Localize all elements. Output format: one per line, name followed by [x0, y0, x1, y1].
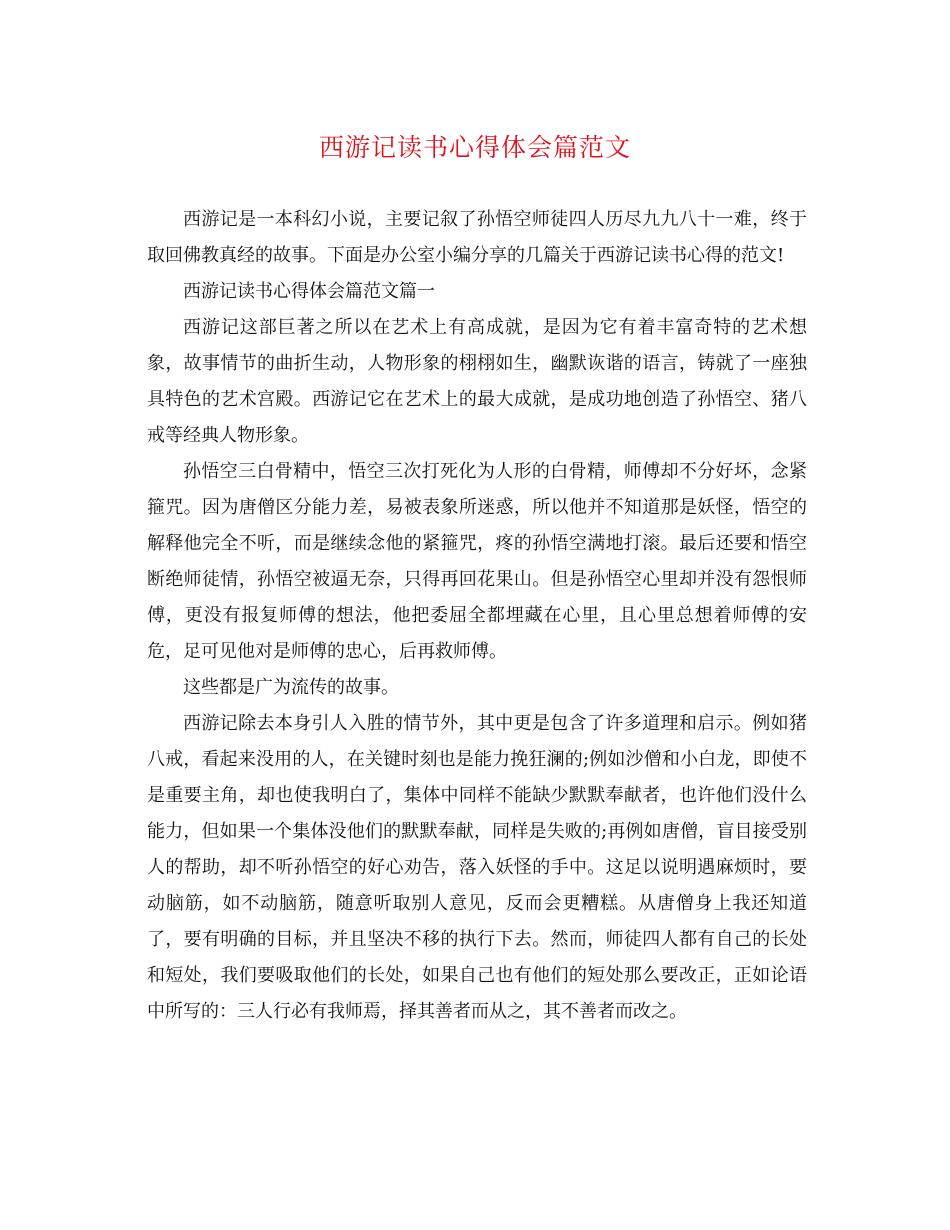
section-heading: 西游记读书心得体会篇范文篇一 — [183, 281, 435, 302]
paragraph: 西游记这部巨著之所以在艺术上有高成就，是因为它有着丰富奇特的艺术想象，故事情节的曲折生动，人物形象的栩栩如生，幽默诙谐的语言，铸就了一座独具特色的艺术宫殿。西游记它在艺术上的最大成就，是成功地创造了孙悟空、猪八戒等经典人物形象。 — [147, 317, 807, 446]
paragraph: 这些都是广为流传的故事。 — [183, 677, 399, 698]
paragraph: 西游记除去本身引人入胜的情节外，其中更是包含了许多道理和启示。例如猪八戒，看起来没用的人，在关键时刻也是能力挽狂澜的;例如沙僧和小白龙，即使不是重要主角，却也使我明白了，集体中同样不能缺少默默奉献者，也许他们没什么能力，但如果一个集体没他们的默默奉献，同样是失败的;再例如唐僧，盲目接受别人的帮助，却不听孙悟空的好心劝告，落入妖怪的手中。这足以说明遇麻烦时，要动脑筋，如不动脑筋，随意听取别人意见，反而会更糟糕。从唐僧身上我还知道了，要有明确的目标，并且坚决不移的执行下去。然而，师徒四人都有自己的长处和短处，我们要吸取他们的长处，如果自己也有他们的短处那么要改正，正如论语中所写的：三人行必有我师焉，择其善者而从之，其不善者而改之。 — [147, 713, 807, 1022]
document-title: 西游记读书心得体会篇范文 — [318, 133, 631, 162]
document-body — [147, 202, 807, 1030]
paragraph: 孙悟空三白骨精中，悟空三次打死化为人形的白骨精，师傅却不分好坏，念紧箍咒。因为唐僧区分能力差，易被表象所迷惑，所以他并不知道那是妖怪，悟空的解释他完全不听，而是继续念他的紧箍咒，疼的孙悟空满地打滚。最后还要和悟空断绝师徒情，孙悟空被逼无奈，只得再回花果山。但是孙悟空心里却并没有怨恨师傅，更没有报复师傅的想法，他把委屈全都埋藏在心里，且心里总想着师傅的安危，足可见他对是师傅的忠心，后再救师傅。 — [147, 461, 807, 662]
paragraph-intro: 西游记是一本科幻小说，主要记叙了孙悟空师徒四人历尽九九八十一难，终于取回佛教真经的故事。下面是办公室小编分享的几篇关于西游记读书心得的范文! — [147, 209, 807, 266]
